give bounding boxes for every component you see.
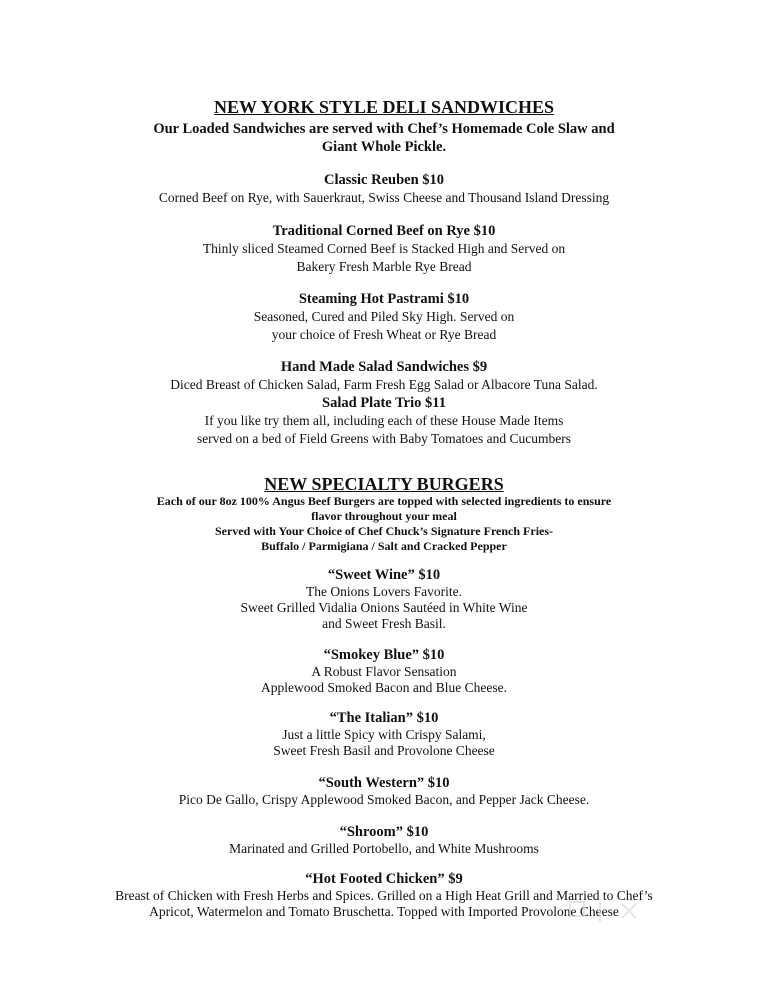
watermark-icon bbox=[560, 896, 650, 926]
menu-item-desc: Diced Breast of Chicken Salad, Farm Fresh Egg Salad or Albacore Tuna Salad. bbox=[170, 377, 598, 392]
burgers-intro-line-3: Served with Your Choice of Chef Chuck’s Signature French Fries- bbox=[214, 524, 554, 538]
menu-item-desc: and Sweet Fresh Basil. bbox=[322, 616, 446, 631]
deli-intro-line-2: Giant Whole Pickle. bbox=[321, 139, 447, 155]
burgers-intro-line-2: flavor throughout your meal bbox=[311, 509, 457, 523]
menu-item-title: “Hot Footed Chicken” $9 bbox=[305, 871, 463, 887]
menu-item-title: Traditional Corned Beef on Rye $10 bbox=[272, 223, 496, 239]
menu-item-desc: your choice of Fresh Wheat or Rye Bread bbox=[271, 327, 497, 342]
menu-item-title: “South Western” $10 bbox=[318, 775, 450, 791]
menu-item-desc: Sweet Fresh Basil and Provolone Cheese bbox=[273, 743, 495, 758]
menu-item-desc: Bakery Fresh Marble Rye Bread bbox=[296, 259, 472, 274]
menu-item-desc: Sweet Grilled Vidalia Onions Sautéed in White Wine bbox=[240, 600, 528, 615]
menu-item-desc: Marinated and Grilled Portobello, and White Mushrooms bbox=[229, 841, 539, 856]
menu-item-desc: Corned Beef on Rye, with Sauerkraut, Swiss Cheese and Thousand Island Dressing bbox=[158, 190, 610, 205]
menu-item-title: Salad Plate Trio $11 bbox=[322, 395, 446, 411]
menu-item-desc: served on a bed of Field Greens with Baby Tomatoes and Cucumbers bbox=[196, 431, 572, 446]
menu-item-title: “Smokey Blue” $10 bbox=[323, 647, 445, 663]
menu-item-title: “Shroom” $10 bbox=[339, 824, 429, 840]
menu-item-desc: Apricot, Watermelon and Tomato Bruschetta. Topped with Imported Provolone Cheese bbox=[149, 904, 619, 919]
menu-item-desc: Pico De Gallo, Crispy Applewood Smoked Bacon, and Pepper Jack Cheese. bbox=[178, 792, 590, 807]
menu-item-desc: A Robust Flavor Sensation bbox=[311, 664, 457, 679]
burgers-intro-line-1: Each of our 8oz 100% Angus Beef Burgers are topped with selected ingredients to ensure bbox=[156, 494, 612, 508]
menu-item-desc: Just a little Spicy with Crispy Salami, bbox=[282, 727, 486, 742]
menu-item-title: “The Italian” $10 bbox=[329, 710, 439, 726]
menu-item-desc: If you like try them all, including each of these House Made Items bbox=[204, 413, 564, 428]
deli-heading: NEW YORK STYLE DELI SANDWICHES bbox=[213, 97, 555, 117]
menu-item-desc: Thinly sliced Steamed Corned Beef is Stacked High and Served on bbox=[202, 241, 566, 256]
menu-item-title: “Sweet Wine” $10 bbox=[327, 567, 441, 583]
menu-item-desc: Seasoned, Cured and Piled Sky High. Served on bbox=[253, 309, 515, 324]
burgers-heading: NEW SPECIALTY BURGERS bbox=[264, 474, 504, 494]
menu-item-desc: Breast of Chicken with Fresh Herbs and Spices. Grilled on a High Heat Grill and Married to Chef’s bbox=[115, 888, 653, 903]
menu-item-title: Steaming Hot Pastrami $10 bbox=[298, 291, 470, 307]
menu-item-title: Classic Reuben $10 bbox=[323, 172, 445, 188]
menu-item-desc: The Onions Lovers Favorite. bbox=[306, 584, 462, 599]
menu-item-title: Hand Made Salad Sandwiches $9 bbox=[280, 359, 488, 375]
menu-item-desc: Applewood Smoked Bacon and Blue Cheese. bbox=[261, 680, 507, 695]
deli-intro-line-1: Our Loaded Sandwiches are served with Chef’s Homemade Cole Slaw and bbox=[153, 121, 615, 137]
burgers-intro-line-4: Buffalo / Parmigiana / Salt and Cracked Pepper bbox=[261, 539, 507, 553]
